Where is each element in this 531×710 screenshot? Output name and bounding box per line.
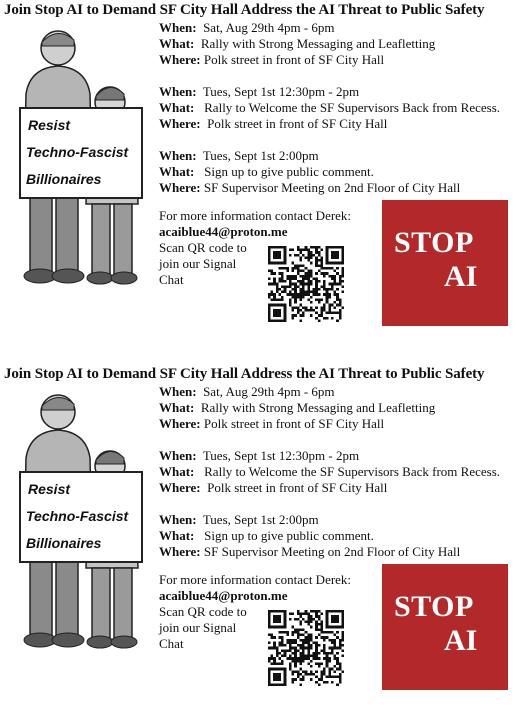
event-where: Polk street in front of SF City Hall xyxy=(203,416,385,431)
what-label: What: xyxy=(159,36,195,51)
contact-text: For more information contact Derek: xyxy=(159,572,352,587)
what-label: What: xyxy=(159,400,195,415)
where-label: Where: xyxy=(159,180,201,195)
event-what: Rally to Welcome the SF Supervisors Back from Recess. xyxy=(204,464,501,479)
event-what: Rally with Strong Messaging and Leafletting xyxy=(200,400,436,415)
protesters-illustration xyxy=(4,388,156,658)
where-label: Where: xyxy=(159,480,201,495)
scan-qr-text: Scan QR code to join our Signal Chat xyxy=(159,604,247,651)
event-what: Rally with Strong Messaging and Leafletting xyxy=(200,36,436,51)
event-where: SF Supervisor Meeting on 2nd Floor of City Hall xyxy=(203,180,461,195)
event-when: Tues, Sept 1st 2:00pm xyxy=(202,148,319,163)
sign-line: Resist xyxy=(28,117,71,133)
contact-email[interactable]: acaiblue44@proton.me xyxy=(159,224,288,239)
event-where: Polk street in front of SF City Hall xyxy=(207,480,388,495)
event-item xyxy=(159,384,529,432)
event-when: Tues, Sept 1st 12:30pm - 2pm xyxy=(202,448,360,463)
event-list xyxy=(159,20,529,212)
where-label: Where: xyxy=(159,52,201,67)
event-what: Rally to Welcome the SF Supervisors Back from Recess. xyxy=(204,100,501,115)
sign-line: Resist xyxy=(28,481,71,497)
stop-logo-word: STOP xyxy=(394,226,474,259)
when-label: When: xyxy=(159,512,197,527)
what-label: What: xyxy=(159,464,195,479)
stop-logo-word: AI xyxy=(444,624,478,657)
protesters-illustration xyxy=(4,24,156,294)
event-where: Polk street in front of SF City Hall xyxy=(207,116,388,131)
event-what: Sign up to give public comment. xyxy=(204,528,374,543)
event-where: Polk street in front of SF City Hall xyxy=(203,52,385,67)
stop-logo-word: STOP xyxy=(394,590,474,623)
event-item xyxy=(159,148,529,196)
stop-logo-word: AI xyxy=(444,260,478,293)
when-label: When: xyxy=(159,84,197,99)
event-when: Sat, Aug 29th 4pm - 6pm xyxy=(203,384,335,399)
event-where: SF Supervisor Meeting on 2nd Floor of City Hall xyxy=(203,544,461,559)
where-label: Where: xyxy=(159,544,201,559)
when-label: When: xyxy=(159,448,197,463)
what-label: What: xyxy=(159,164,195,179)
sign-line: Billionaires xyxy=(26,535,102,551)
stop-ai-logo xyxy=(382,564,508,690)
what-label: What: xyxy=(159,528,195,543)
flyer-title: Join Stop AI to Demand SF City Hall Address the AI Threat to Public Safety xyxy=(4,366,485,382)
contact-text: For more information contact Derek: xyxy=(159,208,352,223)
scan-qr-text: Scan QR code to join our Signal Chat xyxy=(159,240,247,287)
event-item xyxy=(159,512,529,560)
event-when: Tues, Sept 1st 12:30pm - 2pm xyxy=(202,84,360,99)
flyer xyxy=(0,0,531,346)
flyer-title: Join Stop AI to Demand SF City Hall Address the AI Threat to Public Safety xyxy=(4,2,485,18)
signal-chat-qr-code[interactable] xyxy=(268,610,344,686)
event-what: Sign up to give public comment. xyxy=(204,164,374,179)
where-label: Where: xyxy=(159,116,201,131)
stop-ai-logo xyxy=(382,200,508,326)
when-label: When: xyxy=(159,384,197,399)
contact-email[interactable]: acaiblue44@proton.me xyxy=(159,588,288,603)
sign-line: Techno-Fascist xyxy=(26,508,129,524)
event-item xyxy=(159,84,529,132)
sign-line: Billionaires xyxy=(26,171,102,187)
what-label: What: xyxy=(159,100,195,115)
event-when: Sat, Aug 29th 4pm - 6pm xyxy=(203,20,335,35)
when-label: When: xyxy=(159,20,197,35)
signal-chat-qr-code[interactable] xyxy=(268,246,344,322)
event-item xyxy=(159,20,529,68)
when-label: When: xyxy=(159,148,197,163)
sign-line: Techno-Fascist xyxy=(26,144,129,160)
flyer xyxy=(0,364,531,710)
event-list xyxy=(159,384,529,576)
where-label: Where: xyxy=(159,416,201,431)
event-item xyxy=(159,448,529,496)
event-when: Tues, Sept 1st 2:00pm xyxy=(202,512,319,527)
